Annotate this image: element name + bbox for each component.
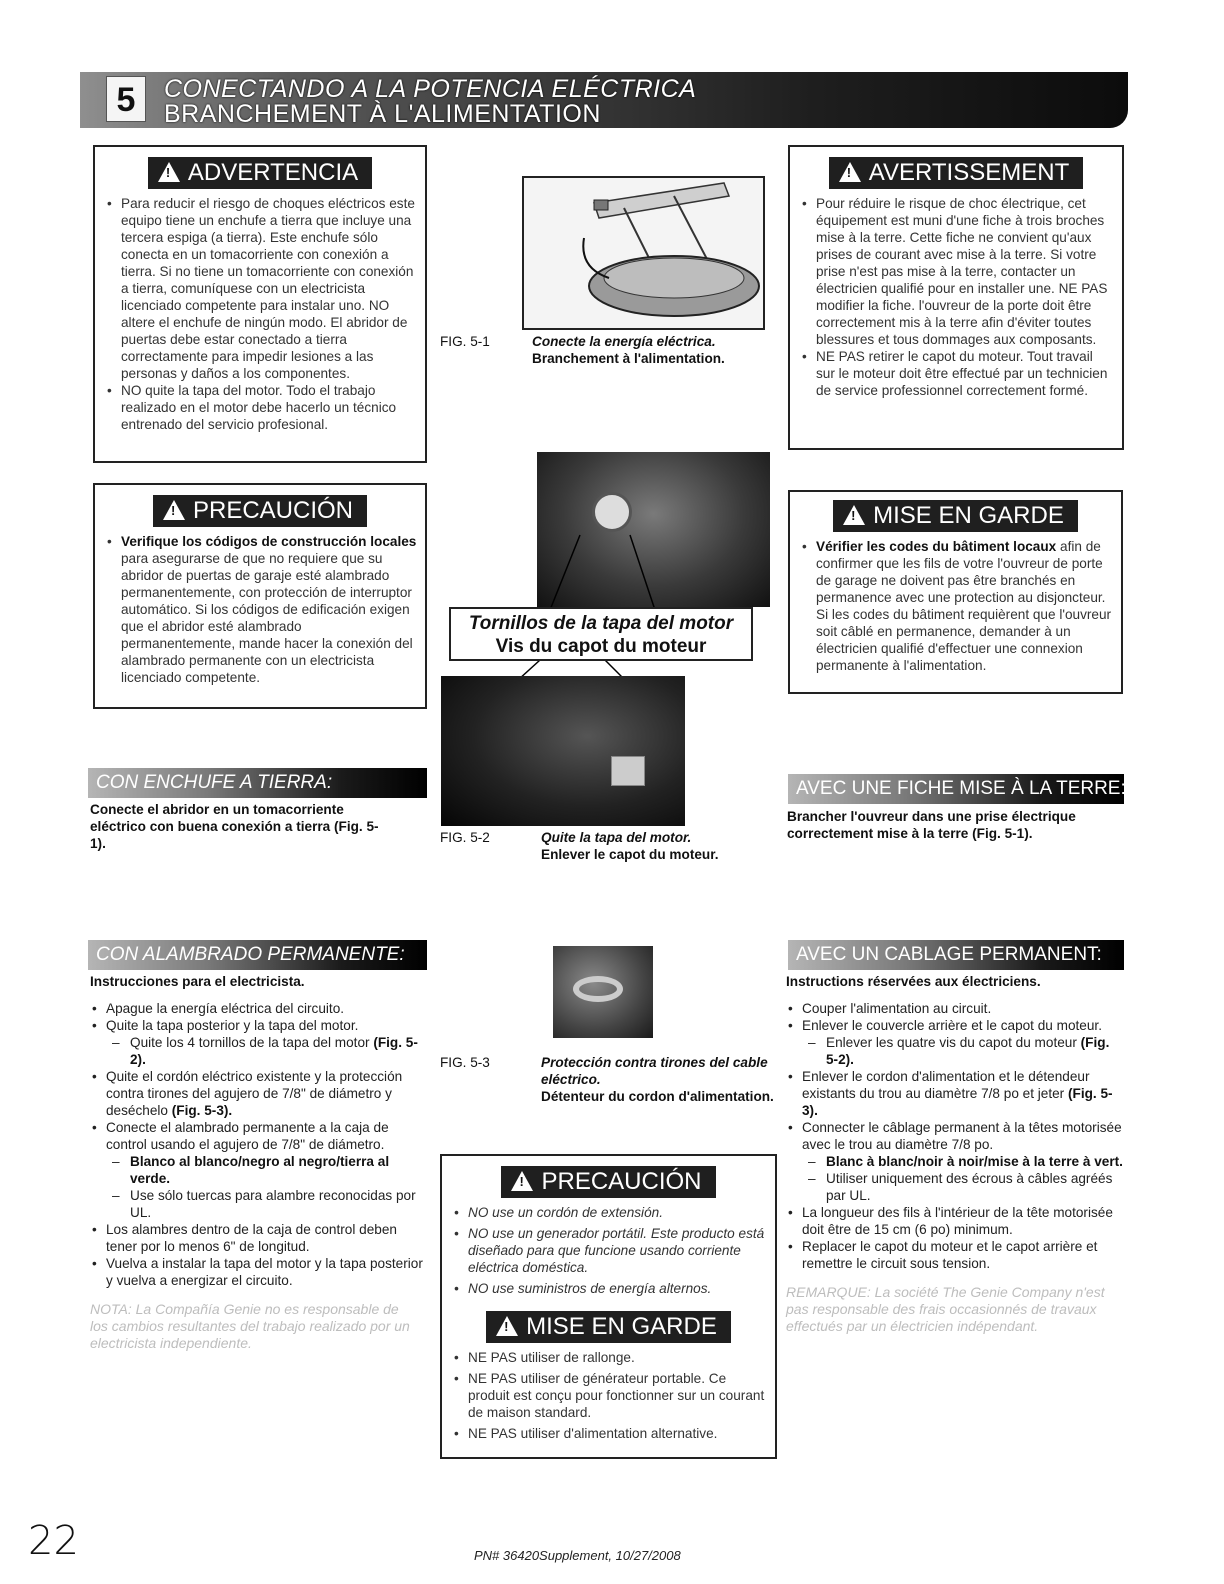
precaucion-2-box — [440, 1154, 777, 1459]
mise-en-garde-box — [788, 490, 1123, 694]
list-item: – Utiliser uniquement des écrous à câbles agréés par UL. — [786, 1170, 1124, 1204]
list-item: • Para reducir el riesgo de choques eléctricos este equipo tiene un enchufe a tierra que incluye una tercera espiga (a tierra). Este enchufe sólo conecta en un tomacorriente con conexión a tierra. Si no tiene un tomacorriente con conexión a tierra, comuníquese con un electricista licenciado competente para instalar uno. NO altere el enchufe de ningún modo. El abridor de puertas debe estar conectado a tierra correctamente para impedir lesiones a las personas y daños a los componentes. — [107, 195, 417, 382]
advertencia-list — [95, 195, 425, 439]
list-item: • NO use un cordón de extensión. — [454, 1204, 767, 1221]
fig-label: FIG. 5-1 — [440, 334, 490, 349]
caption-fr: Détenteur du cordon d'alimentation. — [541, 1089, 774, 1104]
warning-triangle-icon — [511, 1171, 533, 1191]
enchufe-fr-text: Brancher l'ouvreur dans une prise électrique correctement mise à la terre (Fig. 5-1). — [787, 809, 1076, 841]
enchufe-fr-heading: AVEC UNE FICHE MISE À LA TERRE: — [788, 774, 1124, 804]
fig-5-3-caption — [440, 1054, 780, 1134]
fig-5-2-callout — [449, 607, 753, 661]
enchufe-es-text: Conecte el abridor en un tomacorriente eléctrico con buena conexión a tierra (Fig. 5-1). — [90, 802, 379, 851]
perm-es-section — [90, 973, 430, 1352]
mise-en-garde-2-heading: !MISE EN GARDE — [486, 1311, 731, 1343]
list-item: • NE PAS utiliser de rallonge. — [454, 1349, 767, 1366]
list-item: • Quite el cordón eléctrico existente y la protección contra tirones del agujero de 7/8" de diámetro y deséchelo (Fig. 5-3). — [90, 1068, 430, 1119]
fig-5-1-caption — [440, 333, 780, 373]
caption-fr: Branchement à l'alimentation. — [532, 351, 725, 366]
list-item: – Enlever les quatre vis du capot du moteur (Fig. 5-2). — [786, 1034, 1124, 1068]
list-item: • Pour réduire le risque de choc électrique, cet équipement est muni d'une fiche à trois broches mise à la terre. Cette fiche ne convient qu'aux prises de courant avec mise à la terre. Si votre prise n'est pas mise à la terre, contacter un électricien qualifié pour en installer une. NE PAS modifier la fiche. l'ouvreur de la porte doit être correctement mis à la terre afin d'éviter toutes blessures et tous dommages aux composants. — [802, 195, 1114, 348]
list-item: • Conecte el alambrado permanente a la caja de control usando el agujero de 7/8" de diámetro. — [90, 1119, 430, 1153]
list-item: • Couper l'alimentation au circuit. — [786, 1000, 1124, 1017]
part-number: PN# 36420Supplement, 10/27/2008 — [474, 1548, 681, 1563]
mise-en-garde-list — [790, 538, 1121, 680]
list-item: • Apague la energía eléctrica del circuito. — [90, 1000, 430, 1017]
warning-triangle-icon — [163, 500, 185, 520]
mise-en-garde-2-list — [442, 1349, 775, 1448]
warning-triangle-icon — [158, 162, 180, 182]
warning-triangle-icon — [839, 162, 861, 182]
list-item: • Quite la tapa posterior y la tapa del motor. — [90, 1017, 430, 1034]
fig-label: FIG. 5-2 — [440, 830, 490, 845]
list-item: – Blanco al blanco/negro al negro/tierra al verde. — [90, 1153, 430, 1187]
garage-opener-illustration — [524, 178, 763, 328]
list-item: • Verifique los códigos de construcción locales para asegurarse de que no requiere que su abridor de puertas de garaje esté alambrado permanentemente, con protección de interruptor automático. Si los códigos de edificación exigen que el abridor esté alambrado permanentemente, mande hacer la conexión del alambrado permanente con un electricista licenciado competente. — [107, 533, 417, 686]
perm-es-heading: CON ALAMBRADO PERMANENTE: — [88, 940, 427, 970]
avertissement-heading: !AVERTISSEMENT — [829, 157, 1083, 189]
section-banner — [80, 72, 1128, 128]
warning-triangle-icon — [496, 1316, 518, 1336]
avertissement-list — [790, 195, 1122, 405]
fig-5-1-image — [522, 176, 765, 330]
section-number: 5 — [106, 76, 146, 122]
list-item: • Connecter le câblage permanent à la têtes motorisée avec le trou au diamètre 7/8 po. — [786, 1119, 1124, 1153]
page-number: 22 — [28, 1518, 79, 1564]
list-item: • NO use suministros de energía alternos. — [454, 1280, 767, 1297]
section-title-fr: BRANCHEMENT À L'ALIMENTATION — [164, 100, 601, 128]
list-item: • Vuelva a instalar la tapa del motor y la tapa posterior y vuelva a energizar el circuito. — [90, 1255, 430, 1289]
enchufe-es-heading: CON ENCHUFE A TIERRA: — [88, 768, 427, 798]
list-item: • NE PAS utiliser de générateur portable. Ce produit est conçu pour fonctionner sur un courant de maison standard. — [454, 1370, 767, 1421]
terminal-block-icon — [611, 756, 645, 786]
caption-fr: Enlever le capot du moteur. — [541, 847, 719, 862]
advertencia-heading: !ADVERTENCIA — [148, 157, 372, 189]
fig-label: FIG. 5-3 — [440, 1055, 490, 1070]
precaucion-2-list — [442, 1204, 775, 1303]
list-item: • Enlever le couvercle arrière et le capot du moteur. — [786, 1017, 1124, 1034]
list-item: • Replacer le capot du moteur et le capot arrière et remettre le circuit sous tension. — [786, 1238, 1124, 1272]
precaucion-box — [93, 483, 427, 709]
perm-fr-list — [786, 1000, 1124, 1272]
caption-es: Conecte la energía eléctrica. — [532, 334, 716, 349]
list-item: • La longueur des fils à l'intérieur de la tête motorisée doit être de 15 cm (6 po) minimum. — [786, 1204, 1124, 1238]
warning-triangle-icon — [843, 505, 865, 525]
perm-es-intro: Instrucciones para el electricista. — [90, 974, 305, 989]
callout-fr: Vis du capot du moteur — [495, 636, 707, 657]
avertissement-box — [788, 145, 1124, 450]
list-item: – Quite los 4 tornillos de la tapa del motor (Fig. 5-2). — [90, 1034, 430, 1068]
perm-es-list — [90, 1000, 430, 1289]
list-item: • Enlever le cordon d'alimentation et le détendeur existants du trou au diamètre 7/8 po et jeter (Fig. 5-3). — [786, 1068, 1124, 1119]
callout-es: Tornillos de la tapa del motor — [468, 613, 734, 634]
fig-5-2-caption — [440, 829, 780, 869]
advertencia-box — [93, 145, 427, 463]
fig-5-2-bottom-photo — [441, 676, 685, 826]
fig-5-3-photo — [553, 946, 653, 1038]
precaucion-heading: !PRECAUCIÓN — [153, 495, 367, 527]
perm-fr-section — [786, 973, 1124, 1335]
list-item: – Use sólo tuercas para alambre reconocidas por UL. — [90, 1187, 430, 1221]
precaucion-list — [95, 533, 425, 692]
list-item: • Los alambres dentro de la caja de control deben tener por lo menos 6" de longitud. — [90, 1221, 430, 1255]
list-item: • NO quite la tapa del motor. Todo el trabajo realizado en el motor debe hacerlo un técnico entrenado del servicio profesional. — [107, 382, 417, 433]
perm-es-note: NOTA: La Compañía Genie no es responsable de los cambios resultantes del trabajo realizado por un electricista independiente. — [90, 1301, 410, 1351]
perm-fr-heading: AVEC UN CABLAGE PERMANENT: — [788, 940, 1124, 970]
perm-fr-intro: Instructions réservées aux électriciens. — [786, 974, 1041, 989]
precaucion-2-heading: !PRECAUCIÓN — [501, 1166, 715, 1198]
list-item: • NE PAS retirer le capot du moteur. Tout travail sur le moteur doit être effectué par un technicien de service professionnel correctement formé. — [802, 348, 1114, 399]
caption-es: Quite la tapa del motor. — [541, 830, 692, 845]
perm-fr-note: REMARQUE: La société The Genie Company n'est pas responsable des frais occasionnés de travaux effectués par un électricien indépendant. — [786, 1284, 1105, 1334]
list-item: • Vérifier les codes du bâtiment locaux afin de confirmer que les fils de votre l'ouvreur de porte de garage ne doivent pas être branchés en permanence avec une protection au disjoncteur. Si les codes du bâtiment requièrent que l'ouvreur soit câblé en permanence, demander à un électricien qualifié d'effectuer une connexion permanente à l'alimentation. — [802, 538, 1113, 674]
list-item: • NE PAS utiliser d'alimentation alternative. — [454, 1425, 767, 1442]
mise-en-garde-heading: !MISE EN GARDE — [833, 500, 1078, 532]
list-item: – Blanc à blanc/noir à noir/mise à la terre à vert. — [786, 1153, 1124, 1170]
section-title-es: CONECTANDO A LA POTENCIA ELÉCTRICA — [164, 75, 697, 103]
strain-relief-icon — [573, 976, 623, 1002]
caption-es: Protección contra tirones del cable eléctrico. — [541, 1055, 768, 1087]
list-item: • NO use un generador portátil. Este producto está diseñado para que funcione usando corriente eléctrica doméstica. — [454, 1225, 767, 1276]
